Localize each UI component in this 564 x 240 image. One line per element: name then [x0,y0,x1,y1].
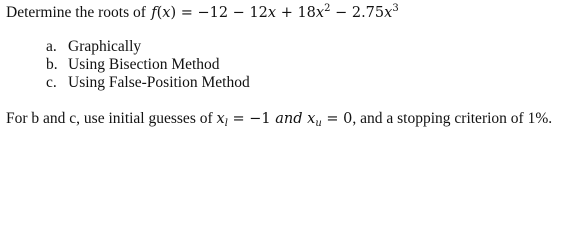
list-marker: b. [46,56,58,73]
list-marker: a. [46,38,57,55]
function-expression-visual: $f(x) = -12 - 12x + 18x^2 - 2.75x^3$ [151,3,399,21]
list-item-text: Using Bisection Method [68,56,220,73]
initial-guesses: $x_l = -1$ and $x_u = 0$ [216,111,353,129]
note-lead: For b and c, use initial guesses of [6,110,213,127]
function-expression [150,5,399,21]
note-line [6,110,552,128]
list-marker: c. [46,74,57,91]
list-item-c [46,74,250,92]
list-item-text: Using False-Position Method [68,74,250,91]
list-item-text: Graphically [68,38,142,55]
problem-statement [6,4,399,22]
list-item-b [46,56,220,74]
note-tail: , and a stopping criterion of 1%. [352,110,553,127]
problem-intro: Determine the roots of [6,4,146,21]
list-item-a [46,38,141,56]
